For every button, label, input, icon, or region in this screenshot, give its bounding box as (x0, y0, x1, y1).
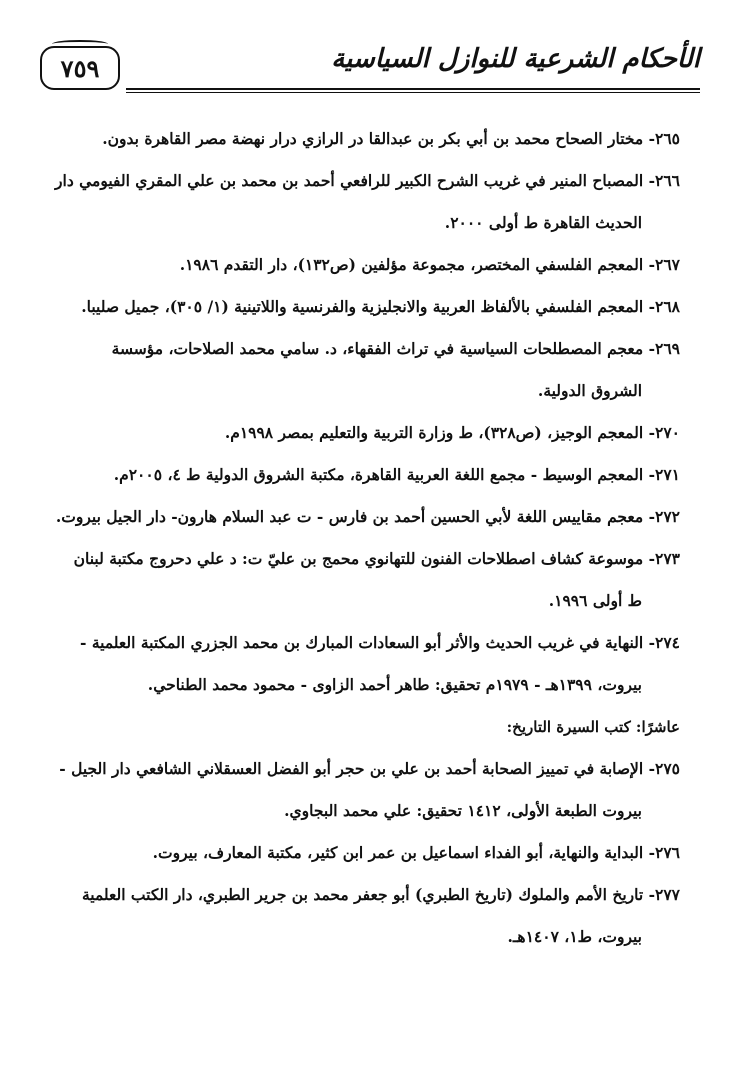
bibliography-entry: ٢٧٤- النهاية في غريب الحديث والأثر أبو السعادات المبارك بن محمد الجزري المكتبة العلمية - (80, 633, 680, 652)
page-number-badge (40, 46, 120, 90)
bibliography-entry: ٢٦٧- المعجم الفلسفي المختصر، مجموعة مؤلفين (ص١٣٢)، دار التقدم ١٩٨٦. (179, 255, 680, 274)
bibliography-entry: ٢٦٥- مختار الصحاح محمد بن أبي بكر بن عبدالقا در الرازي درار نهضة مصر القاهرة بدون. (102, 129, 680, 148)
bibliography-list (40, 118, 680, 958)
bibliography-entry: ٢٧٦- البداية والنهاية، أبو الفداء اسماعيل بن عمر ابن كثير، مكتبة المعارف، بيروت. (152, 843, 680, 862)
bibliography-entry: ٢٦٩- معجم المصطلحات السياسية في تراث الفقهاء، د. سامي محمد الصلاحات، مؤسسة (111, 339, 680, 358)
bibliography-entry: ٢٦٦- المصباح المنير في غريب الشرح الكبير للرافعي أحمد بن محمد بن علي المقري الفيومي دار (55, 171, 680, 190)
running-header (40, 40, 700, 98)
entry-continuation: الحديث القاهرة ط أولى ٢٠٠٠. (444, 213, 642, 232)
bibliography-entry: ٢٧٠- المعجم الوجيز، (ص٣٢٨)، ط وزارة التربية والتعليم بمصر ١٩٩٨م. (224, 423, 680, 442)
bibliography-entry: ٢٧٧- تاريخ الأمم والملوك (تاريخ الطبري) أبو جعفر محمد بن جرير الطبري، دار الكتب العلمية (81, 885, 680, 904)
entry-continuation: بيروت، ١٣٩٩هـ - ١٩٧٩م تحقيق: طاهر أحمد الزاوى - محمود محمد الطناحي. (147, 675, 642, 694)
book-title: الأحكام الشرعية للنوازل السياسية (331, 44, 700, 74)
header-rule (126, 88, 700, 90)
page-number: ٧٥٩ (60, 53, 100, 83)
entry-continuation: الشروق الدولية. (537, 381, 642, 400)
bibliography-entry: ٢٧٣- موسوعة كشاف اصطلاحات الفنون للتهانوي محمج بن عليّ ت: د علي دحروج مكتبة لبنان (73, 549, 680, 568)
bibliography-entry: ٢٧١- المعجم الوسيط - مجمع اللغة العربية القاهرة، مكتبة الشروق الدولية ط ٤، ٢٠٠٥م. (113, 465, 680, 484)
entry-continuation: بيروت، ط١، ١٤٠٧هـ. (507, 927, 642, 946)
entry-continuation: ط أولى ١٩٩٦. (548, 591, 642, 610)
entry-continuation: بيروت الطبعة الأولى، ١٤١٢ تحقيق: علي محمد البجاوي. (284, 801, 642, 820)
section-heading: عاشرًا: كتب السيرة التاريخ: (506, 718, 680, 736)
header-rule-thin (126, 92, 700, 93)
bibliography-entry: ٢٦٨- المعجم الفلسفي بالألفاظ العربية والانجليزية والفرنسية واللاتينية (١/ ٣٠٥)، جميل صليبا. (81, 297, 680, 316)
bibliography-entry: ٢٧٥- الإصابة في تمييز الصحابة أحمد بن علي بن حجر أبو الفضل العسقلاني الشافعي دار الجيل - (59, 759, 680, 778)
bibliography-entry: ٢٧٢- معجم مقاييس اللغة لأبي الحسين أحمد بن فارس - ت عبد السلام هارون- دار الجيل بيروت. (55, 507, 680, 526)
